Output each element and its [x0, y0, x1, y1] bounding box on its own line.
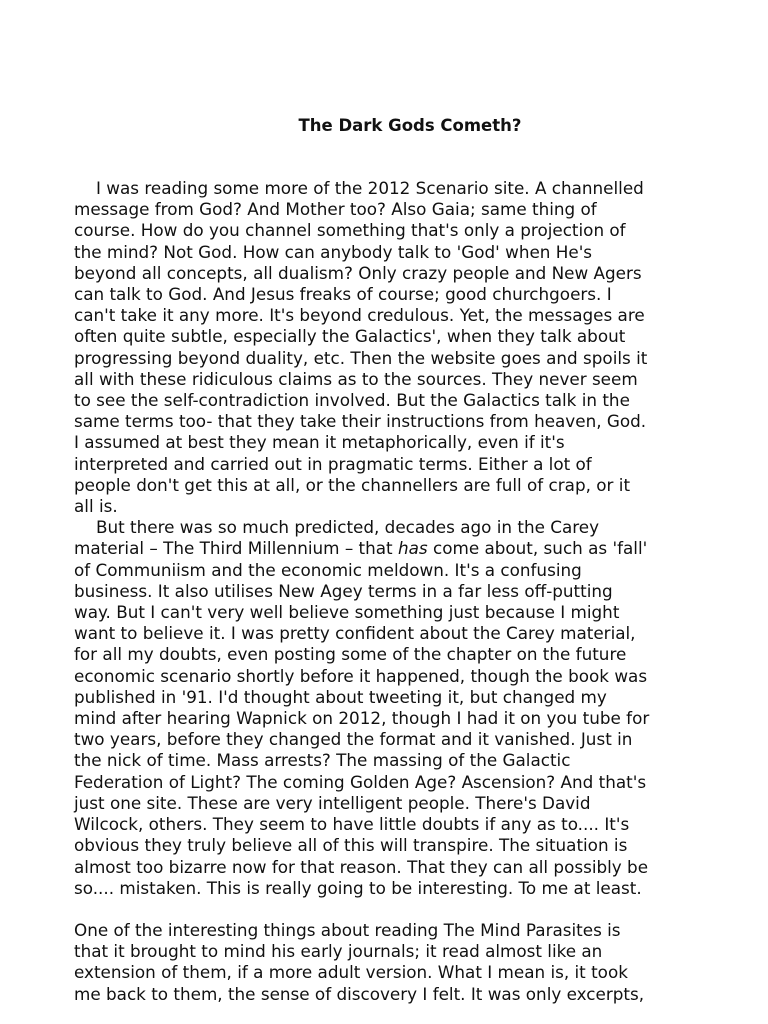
text-line: course. How do you channel something that's only a projection of [74, 220, 626, 241]
text-line: progressing beyond duality, etc. Then the website goes and spoils it [74, 347, 648, 368]
text-line: Federation of Light? The coming Golden Age? Ascension? And that's [74, 771, 647, 792]
text-line: for all my doubts, even posting some of the chapter on the future [74, 644, 627, 665]
text-line: can't take it any more. It's beyond credulous. Yet, the messages are [74, 305, 645, 326]
text-line: published in '91. I'd thought about tweeting it, but changed my [74, 686, 607, 707]
text-line: interpreted and carried out in pragmatic terms. Either a lot of [74, 453, 592, 474]
text-line: can talk to God. And Jesus freaks of course; good churchgoers. I [74, 284, 612, 305]
text-line: extension of them, if a more adult version. What I mean is, it took [74, 962, 628, 983]
text-line: want to believe it. I was pretty confident about the Carey material, [74, 623, 636, 644]
paragraph-3 [74, 920, 704, 1005]
text-line: two years, before they changed the format and it vanished. Just in [74, 729, 633, 750]
paragraph-1 [74, 178, 704, 517]
text-run: material – The Third Millennium – that [74, 538, 398, 559]
document-body [74, 178, 704, 1005]
text-line: business. It also utilises New Agey terms in a far less off-putting [74, 580, 613, 601]
text-line: all is. [74, 496, 118, 517]
text-line: I assumed at best they mean it metaphorically, even if it's [74, 432, 565, 453]
text-line: just one site. These are very intelligent people. There's David [74, 792, 591, 813]
text-line: But there was so much predicted, decades ago in the Carey [96, 517, 600, 538]
text-line: message from God? And Mother too? Also Gaia; same thing of [74, 199, 597, 220]
text-line: the mind? Not God. How can anybody talk to 'God' when He's [74, 241, 593, 262]
text-line: often quite subtle, especially the Galactics', when they talk about [74, 326, 626, 347]
text-line: the nick of time. Mass arrests? The massing of the Galactic [74, 750, 571, 771]
paragraph-2 [74, 517, 704, 899]
text-line: so.... mistaken. This is really going to be interesting. To me at least. [74, 877, 642, 898]
text-line: One of the interesting things about reading The Mind Parasites is [74, 919, 621, 940]
text-line: way. But I can't very well believe something just because I might [74, 602, 620, 623]
text-line: same terms too- that they take their instructions from heaven, God. [74, 411, 647, 432]
text-line: I was reading some more of the 2012 Scenario site. A channelled [96, 178, 644, 198]
text-line: Wilcock, others. They seem to have little doubts if any as to.... It's [74, 814, 630, 835]
text-line: mind after hearing Wapnick on 2012, though I had it on you tube for [74, 708, 650, 729]
text-line: obvious they truly believe all of this will transpire. The situation is [74, 835, 628, 856]
text-line: people don't get this at all, or the channellers are full of crap, or it [74, 474, 631, 495]
text-line: almost too bizarre now for that reason. That they can all possibly be [74, 856, 649, 877]
text-run: come about, such as 'fall' [427, 538, 648, 559]
text-line: beyond all concepts, all dualism? Only crazy people and New Agers [74, 262, 642, 283]
text-line: me back to them, the sense of discovery I felt. It was only excerpts, [74, 983, 645, 1004]
page-title: The Dark Gods Cometh? [298, 116, 522, 135]
text-line: to see the self-contradiction involved. But the Galactics talk in the [74, 390, 630, 411]
text-line: economic scenario shortly before it happened, though the book was [74, 665, 648, 686]
text-line: all with these ridiculous claims as to the sources. They never seem [74, 368, 638, 389]
text-line-with-italic [74, 538, 704, 559]
text-line: that it brought to mind his early journals; it read almost like an [74, 941, 603, 962]
text-line: of Communiism and the economic meldown. It's a confusing [74, 559, 582, 580]
italic-word: has [397, 538, 428, 559]
